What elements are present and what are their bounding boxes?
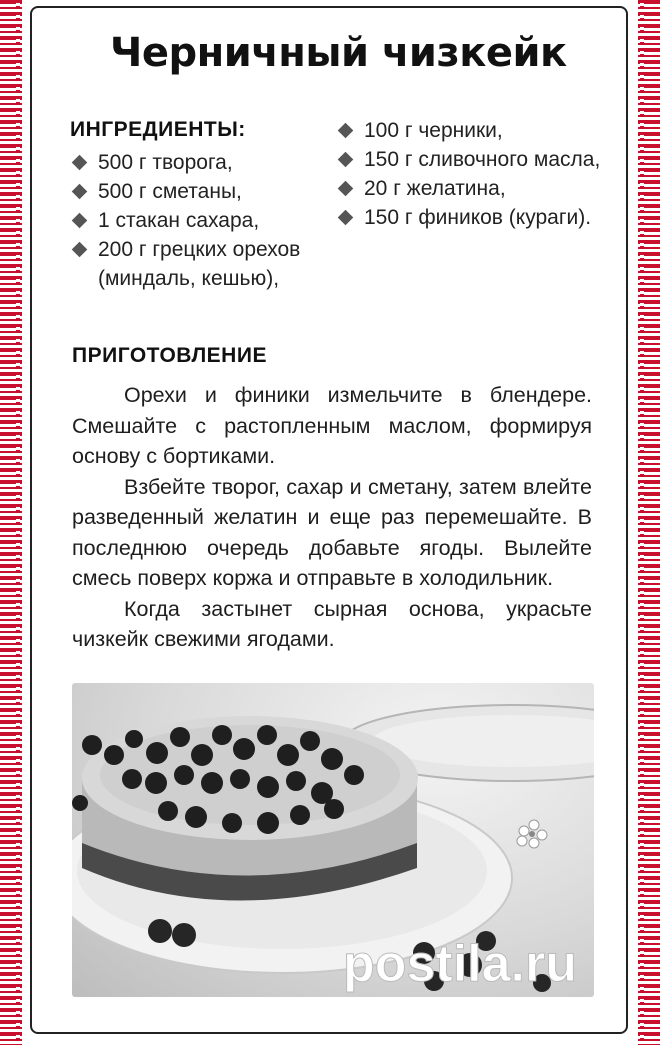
diamond-bullet-icon	[338, 123, 354, 139]
ingredients-column-2	[338, 116, 608, 232]
diamond-bullet-icon	[338, 210, 354, 226]
recipe-title: Черничный чизкейк	[110, 30, 567, 76]
diamond-bullet-icon	[72, 155, 88, 171]
preparation-text	[72, 380, 592, 655]
ingredient-item: 100 г черники,	[338, 116, 608, 145]
decorative-border-left	[0, 0, 22, 1045]
ingredient-item: 150 г сливочного масла,	[338, 145, 608, 174]
ingredient-item: 500 г сметаны,	[72, 177, 332, 206]
preparation-paragraph: Орехи и финики измельчите в блендере. Смешайте с растопленным маслом, формируя основу с бортиками.	[72, 383, 592, 468]
ingredient-item: 1 стакан сахара,	[72, 206, 332, 235]
preparation-heading: ПРИГОТОВЛЕНИЕ	[72, 344, 267, 367]
ingredient-item: 200 г грецких орехов (миндаль, кешью),	[72, 235, 332, 293]
ingredients-heading: ИНГРЕДИЕНТЫ:	[70, 118, 246, 141]
decorative-border-right	[638, 0, 660, 1045]
ingredients-column-1	[72, 148, 332, 293]
diamond-bullet-icon	[338, 181, 354, 197]
diamond-bullet-icon	[72, 213, 88, 229]
preparation-paragraph: Взбейте творог, сахар и сметану, затем влейте разведенный желатин и еще раз перемешайте. В последнюю очередь добавьте ягоды. Вылейте смесь поверх коржа и отправьте в холодильник.	[72, 474, 592, 590]
cheesecake-illustration	[72, 683, 594, 997]
preparation-paragraph: Когда застынет сырная основа, украсьте чизкейк свежими ягодами.	[72, 596, 592, 651]
diamond-bullet-icon	[338, 152, 354, 168]
ingredient-item: 500 г творога,	[72, 148, 332, 177]
ingredient-item: 20 г желатина,	[338, 174, 608, 203]
diamond-bullet-icon	[72, 184, 88, 200]
ingredient-item: 150 г фиников (кураги).	[338, 203, 608, 232]
watermark-text: postila.ru	[342, 935, 577, 993]
diamond-bullet-icon	[72, 242, 88, 258]
cheesecake-photo	[72, 683, 594, 997]
